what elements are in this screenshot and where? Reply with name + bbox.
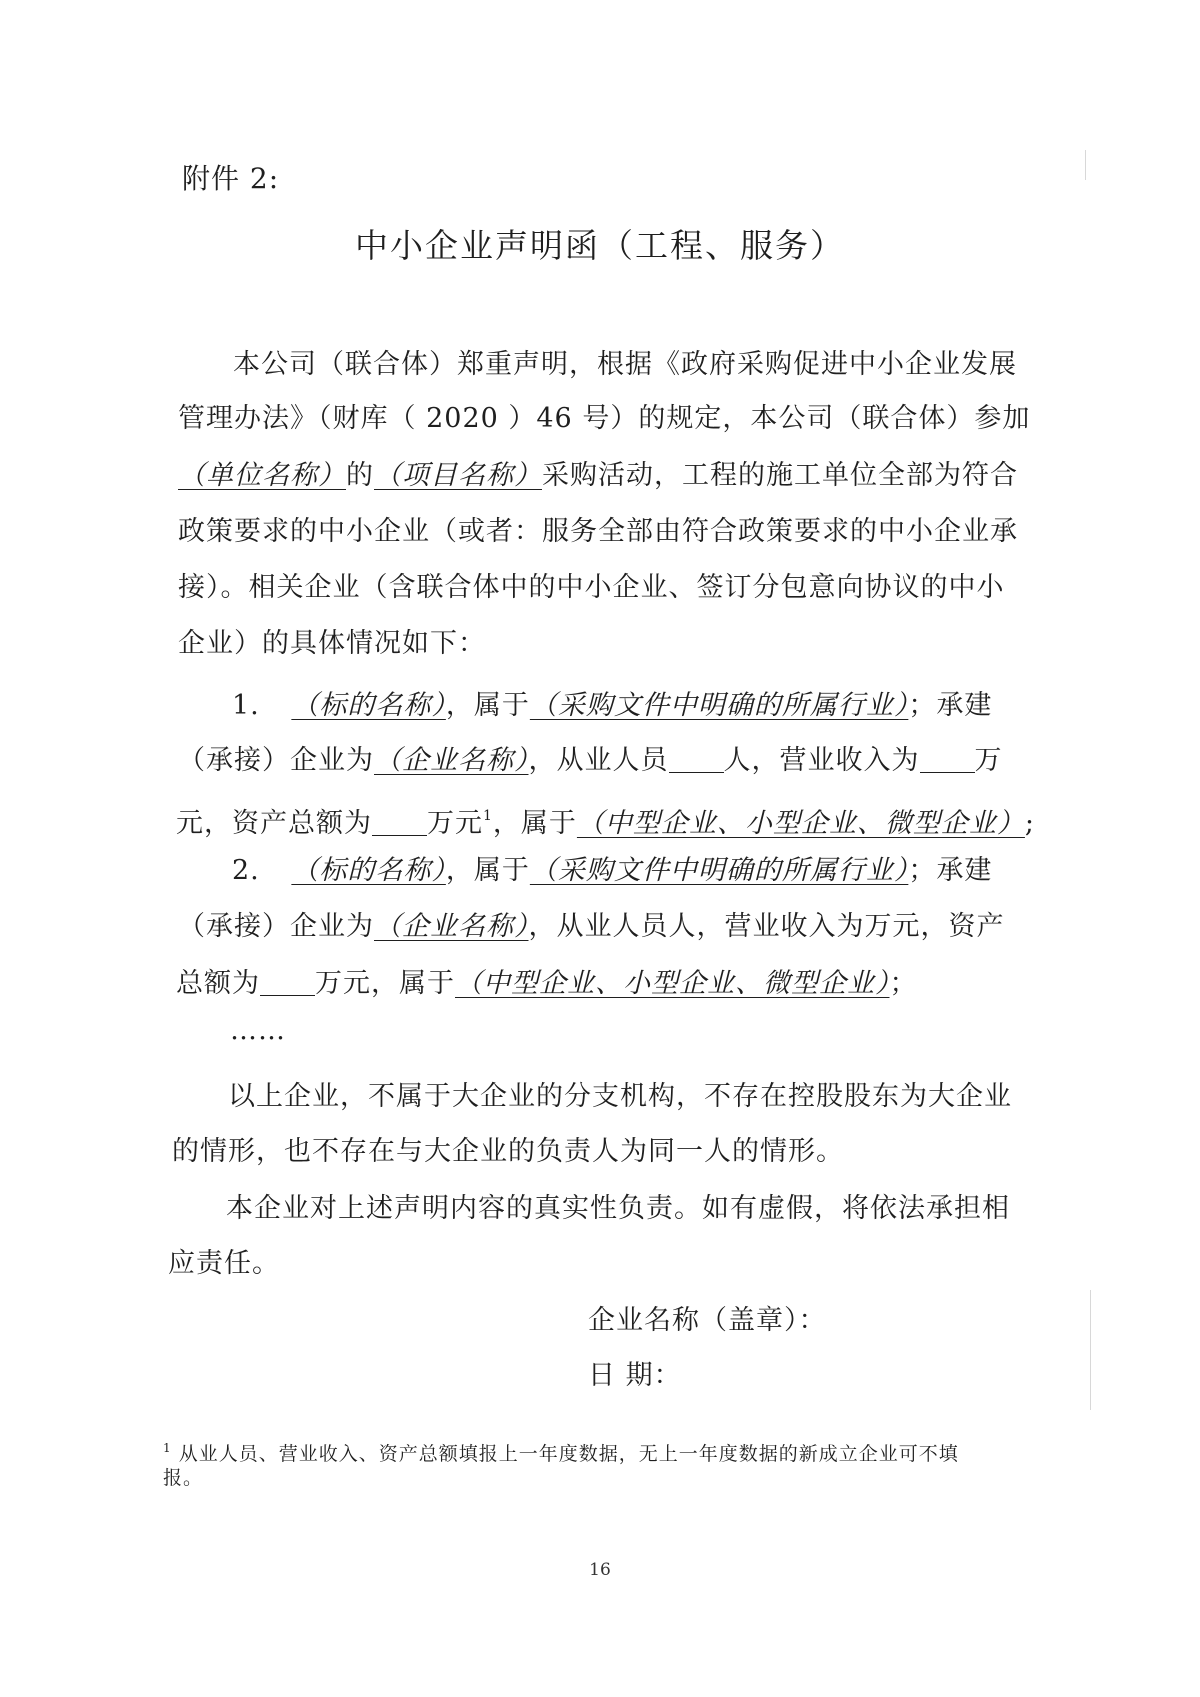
document-title: 中小企业声明函（工程、服务） <box>355 226 845 265</box>
item1-belong: ，属于 <box>445 690 530 721</box>
revenue-blank <box>920 746 975 773</box>
item2-l3a: 总额为 <box>176 968 260 999</box>
para3-line1: 本企业对上述声明内容的真实性负责。如有虚假，将依法承担相 <box>226 1193 1010 1224</box>
para1-line6: 企业）的具体情况如下： <box>178 628 486 659</box>
unit-name-placeholder: （单位名称） <box>178 460 346 491</box>
item2-cheng: ；承建 <box>908 855 993 886</box>
item2-number: 2. <box>232 855 260 886</box>
para1-line3-rest: 采购活动，工程的施工单位全部为符合 <box>542 460 1018 491</box>
item1-l2a: （承接）企业为 <box>178 745 374 776</box>
item2-l2b: ，从业人员人，营业收入为万元，资产 <box>528 911 1005 942</box>
item2-line2 <box>178 908 1005 946</box>
company-seal-label: 企业名称（盖章）： <box>588 1305 827 1336</box>
item2-assets-blank <box>260 969 315 996</box>
item1-company-placeholder: （企业名称） <box>374 745 529 776</box>
assets-blank <box>372 809 427 836</box>
project-name-placeholder: （项目名称） <box>374 460 542 491</box>
item1-l2c: 人，营业收入为 <box>723 745 920 776</box>
text-de: 的 <box>346 460 374 491</box>
para1-line4: 政策要求的中小企业（或者：服务全部由符合政策要求的中小企业承 <box>178 516 1018 547</box>
item2-l3end: ； <box>889 968 918 999</box>
item2-l3b: 万元，属于 <box>315 968 455 999</box>
para1-line1: 本公司（联合体）郑重声明，根据《政府采购促进中小企业发展 <box>233 349 1017 380</box>
item1-l2b: ，从业人员 <box>528 745 669 776</box>
footnote-line2: 报。 <box>163 1467 204 1489</box>
para1-line3 <box>178 457 1018 495</box>
item1-l3end: ; <box>1024 808 1036 839</box>
item1-l3a: 元，资产总额为 <box>176 808 372 839</box>
item2-subject-placeholder: （标的名称） <box>291 855 446 886</box>
item1-number: 1. <box>232 690 260 721</box>
footnote-line1 <box>163 1433 959 1469</box>
item2-l2a: （承接）企业为 <box>178 911 374 942</box>
item2-belong: ，属于 <box>445 855 530 886</box>
item2-line1 <box>232 852 992 890</box>
item1-l3b: 万元 <box>427 808 483 839</box>
para2-line2: 的情形，也不存在与大企业的负责人为同一人的情形。 <box>172 1136 844 1167</box>
item1-l3c: ，属于 <box>492 808 577 839</box>
para1-line2: 管理办法》（财库（ 2020 ）46 号）的规定，本公司（联合体）参加 <box>178 403 1031 434</box>
item1-size-placeholder: （中型企业、小型企业、微型企业） <box>576 808 1025 839</box>
item1-line3 <box>176 797 1035 843</box>
item1-line2 <box>178 742 1003 780</box>
item1-industry-placeholder: （采购文件中明确的所属行业） <box>529 690 909 721</box>
date-label: 日 期： <box>588 1360 682 1391</box>
attachment-label: 附件 2: <box>182 162 280 195</box>
para3-line2: 应责任。 <box>168 1248 280 1279</box>
para2-line1: 以上企业，不属于大企业的分支机构，不存在控股股东为大企业 <box>228 1081 1012 1112</box>
item1-subject-placeholder: （标的名称） <box>291 690 446 721</box>
footnote-text: 从业人员、营业收入、资产总额填报上一年度数据，无上一年度数据的新成立企业可不填 <box>178 1443 959 1465</box>
footnote-mark: 1 <box>163 1441 172 1455</box>
scan-edge-mark <box>1085 150 1086 180</box>
item2-size-placeholder: （中型企业、小型企业、微型企业） <box>455 968 890 999</box>
item2-industry-placeholder: （采购文件中明确的所属行业） <box>529 855 909 886</box>
item1-line1 <box>232 687 992 725</box>
item2-line3 <box>176 965 918 1003</box>
page-number: 16 <box>589 1560 611 1580</box>
scan-edge-mark <box>1090 1290 1091 1410</box>
para1-line5: 接）。相关企业（含联合体中的中小企业、签订分包意向协议的中小 <box>178 572 1005 603</box>
item1-l2d: 万 <box>974 745 1003 776</box>
ellipsis: …… <box>230 1015 286 1046</box>
item2-company-placeholder: （企业名称） <box>374 911 529 942</box>
footnote-ref: 1 <box>483 808 493 824</box>
employees-blank <box>669 746 724 773</box>
item1-cheng: ；承建 <box>908 690 993 721</box>
